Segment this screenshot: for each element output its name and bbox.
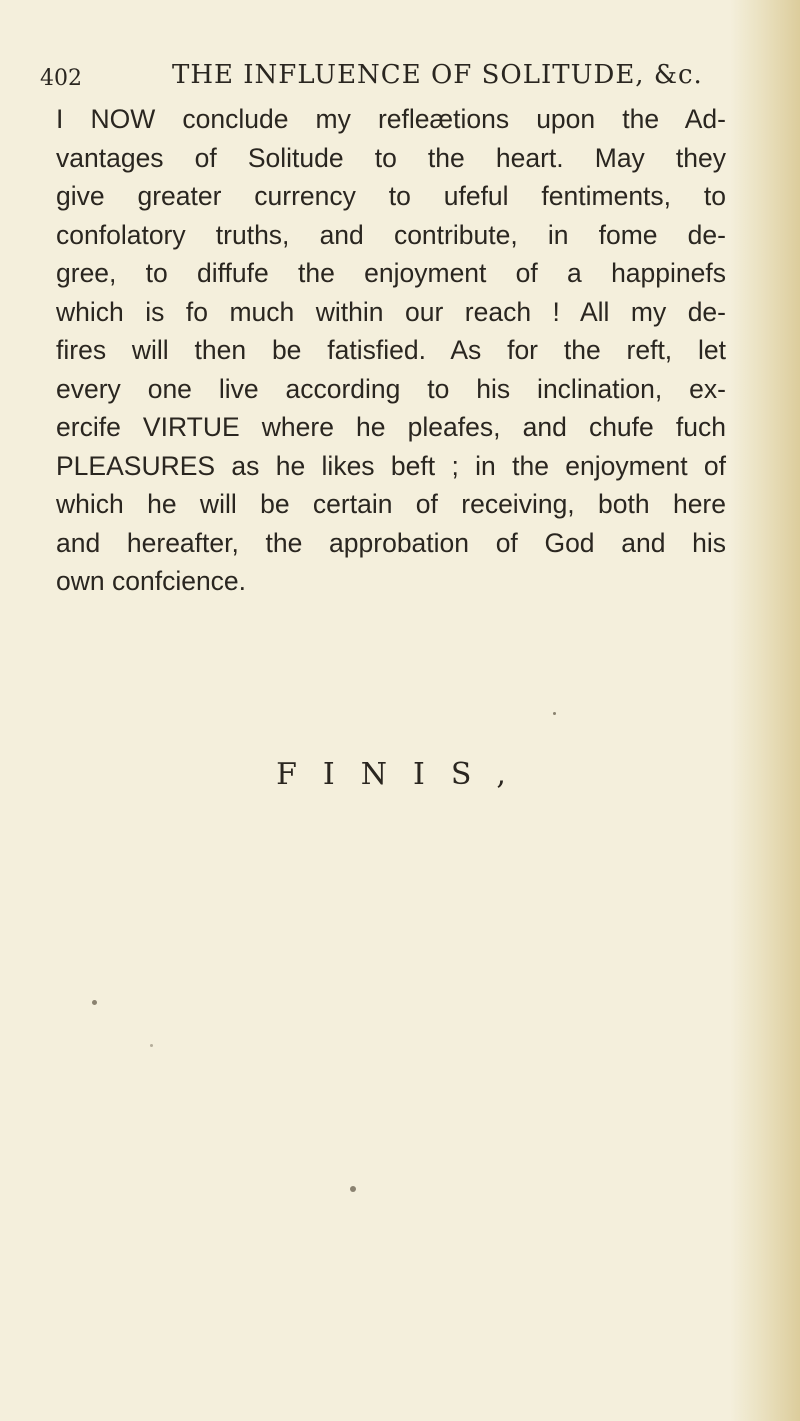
ink-speck xyxy=(92,1000,97,1005)
page-edge-shadow xyxy=(730,0,800,1421)
text-line: and hereafter, the approbation of God and his xyxy=(56,527,726,558)
text-line: confolatory truths, and contribute, in fome de- xyxy=(56,219,726,250)
running-head-title: THE INFLUENCE OF SOLITUDE, &c. xyxy=(172,60,703,90)
ink-speck xyxy=(350,1186,356,1192)
text-line: every one live according to his inclination, ex- xyxy=(56,373,726,404)
text-line: which is fo much within our reach ! All my de- xyxy=(56,296,726,327)
finis-heading: FINIS, xyxy=(276,757,532,792)
text-line: fires will then be fatisfied. As for the reft, let xyxy=(56,335,726,365)
text-line: PLEASURES as he likes beft ; in the enjoyment of xyxy=(56,450,726,481)
body-paragraph xyxy=(56,100,726,601)
text-line: own confcience. xyxy=(56,566,247,596)
running-head xyxy=(40,60,720,94)
text-line: give greater currency to ufeful fentiments, to xyxy=(56,181,726,211)
ink-speck xyxy=(150,1044,153,1047)
text-line: which he will be certain of receiving, both here xyxy=(56,489,726,519)
ink-speck xyxy=(553,712,556,715)
text-line: I NOW conclude my refleætions upon the Ad- xyxy=(56,104,726,134)
text-line: vantages of Solitude to the heart. May they xyxy=(56,142,726,173)
text-line: ercife VIRTUE where he pleafes, and chufe fuch xyxy=(56,412,726,442)
text-line: gree, to diffufe the enjoyment of a happinefs xyxy=(56,258,726,288)
page-number: 402 xyxy=(40,66,82,91)
